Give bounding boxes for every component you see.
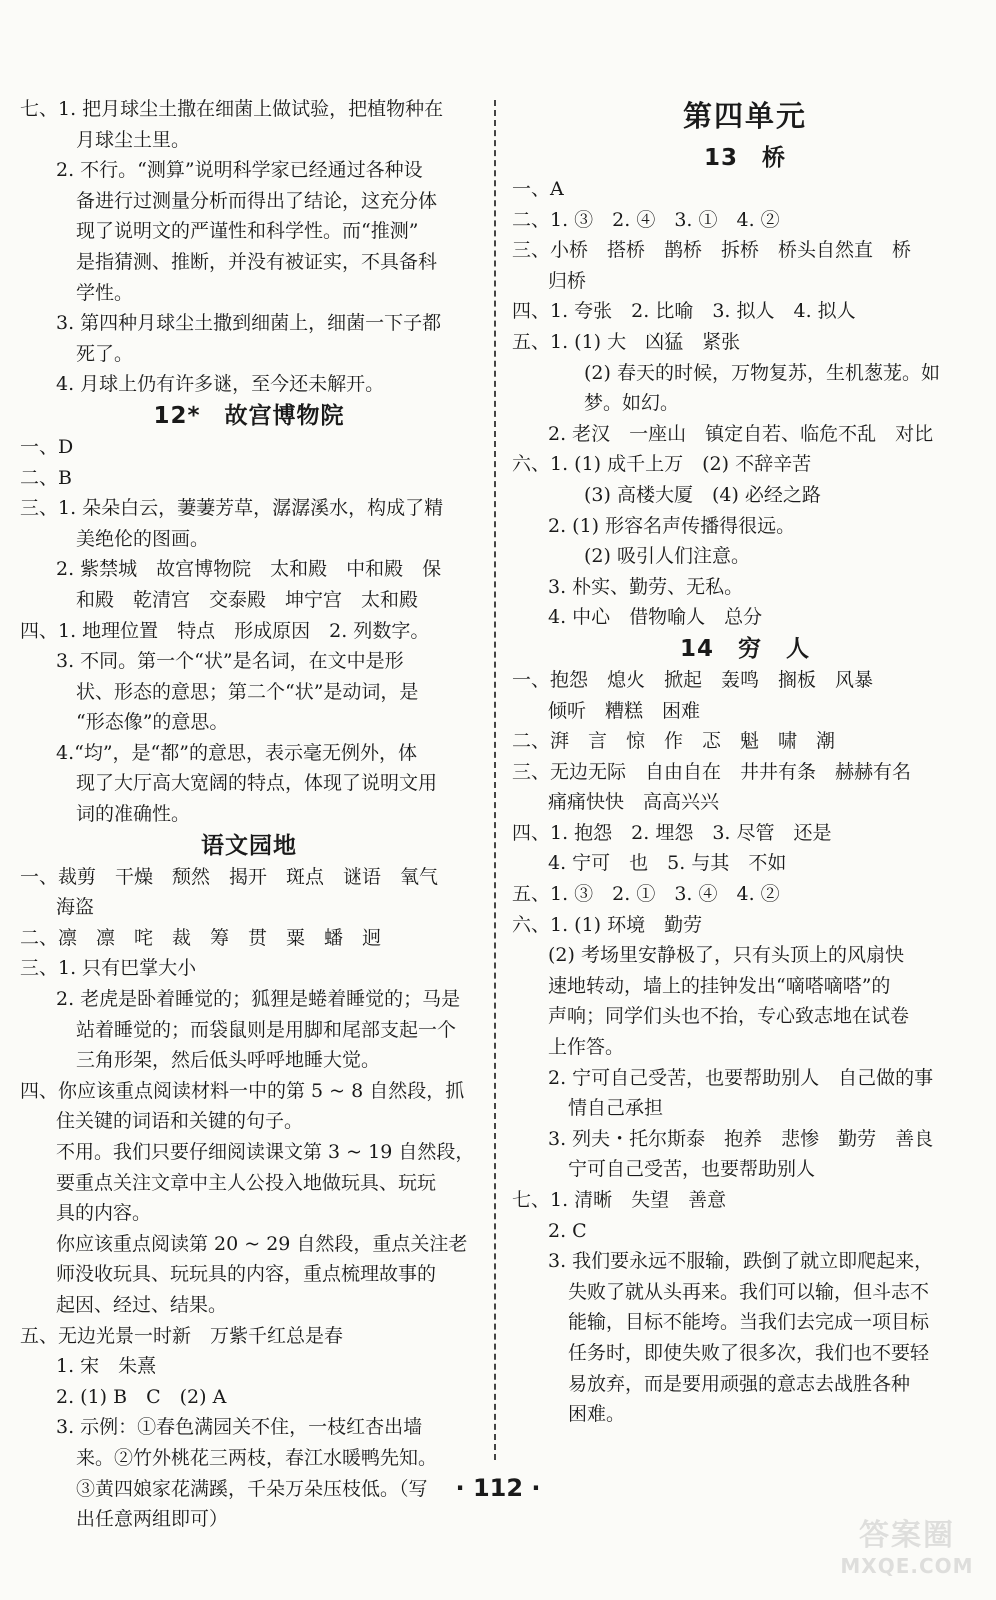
answer-line: 声响；同学们头也不抬，专心致志地在试卷 — [548, 1005, 910, 1028]
page-number: · 112 · — [455, 1474, 541, 1502]
answer-line: 4. 月球上仍有许多谜，至今还未解开。 — [56, 373, 385, 396]
answer-line: 3. 第四种月球尘土撒到细菌上，细菌一下子都 — [56, 312, 442, 335]
answer-line: 困难。 — [568, 1403, 626, 1426]
answer-line: 词的准确性。 — [76, 803, 191, 826]
answer-line: 五、1. (1) 大 凶猛 紧张 — [512, 330, 741, 353]
answer-line: 宁可自己受苦，也要帮助别人 — [568, 1158, 816, 1181]
answer-line: 三、无边无际 自由自在 井井有条 赫赫有名 — [512, 760, 912, 783]
answer-line: 情自己承担 — [568, 1097, 664, 1120]
answer-line: 来。②竹外桃花三两枝，春江水暖鸭先知。 — [76, 1446, 438, 1469]
answer-line: 4. 宁可 也 5. 与其 不如 — [548, 852, 787, 875]
answer-line: 3. 我们要永远不服输，跌倒了就立即爬起来， — [548, 1250, 934, 1273]
section-title: 12* 故宫博物院 — [153, 402, 345, 429]
answer-line: 学性。 — [76, 281, 134, 304]
answer-line: 备进行过测量分析而得出了结论，这充分体 — [76, 189, 438, 212]
answer-line: 一、裁剪 干燥 颓然 揭开 斑点 谜语 氧气 — [20, 865, 439, 888]
answer-line: 上作答。 — [548, 1036, 625, 1059]
answer-line: 1. 宋 朱熹 — [56, 1355, 157, 1378]
column-divider — [494, 100, 496, 1460]
answer-line: 海盗 — [56, 896, 95, 919]
answer-line: 一、A — [512, 178, 564, 200]
left-column — [20, 94, 478, 1535]
answer-line: 3. 朴实、勤劳、无私。 — [548, 575, 744, 598]
answer-line: (2) 考场里安静极了，只有头顶上的风扇快 — [548, 944, 904, 967]
answer-line: 死了。 — [76, 342, 134, 365]
answer-line: 现了说明文的严谨性和科学性。而“推测” — [76, 220, 419, 243]
answer-line: 二、凛 凛 咤 裁 筹 贯 粟 蟠 迥 — [20, 926, 382, 949]
answer-line: 状、形态的意思；第二个“状”是动词，是 — [76, 680, 419, 703]
watermark-logo — [832, 1510, 982, 1590]
section-title: 13 桥 — [703, 145, 786, 171]
answer-line: 是指猜测、推断，并没有被证实，不具备科 — [76, 250, 438, 273]
answer-line: 2. 老汉 一座山 镇定自若、临危不乱 对比 — [548, 422, 934, 445]
answer-line: (2) 吸引人们注意。 — [584, 545, 750, 568]
answer-line: 月球尘土里。 — [76, 128, 191, 151]
answer-line: 不用。我们只要仔细阅读课文第 3 ~ 19 自然段， — [56, 1141, 475, 1163]
answer-line: 具的内容。 — [56, 1202, 152, 1225]
answer-line: 六、1. (1) 环境 勤劳 — [512, 913, 703, 936]
answer-line: 2. C — [548, 1219, 587, 1242]
answer-line: 2. 紫禁城 故宫博物院 太和殿 中和殿 保 — [56, 558, 442, 581]
answer-line: ③黄四娘家花满蹊，千朵万朵压枝低。（写 — [76, 1477, 428, 1500]
answer-line: 七、1. 把月球尘土撒在细菌上做试验，把植物种在 — [20, 98, 444, 120]
answer-line: 一、D — [20, 435, 74, 458]
answer-line: 三、小桥 搭桥 鹊桥 拆桥 桥头自然直 桥 — [512, 239, 912, 262]
answer-line: 4. 中心 借物喻人 总分 — [548, 606, 763, 629]
answer-line: 4.“均”，是“都”的意思，表示毫无例外，体 — [56, 741, 417, 764]
answer-line: 2. (1) 形容名声传播得很远。 — [548, 514, 796, 537]
answer-line: 2. 宁可自己受苦，也要帮助别人 自己做的事 — [548, 1066, 934, 1089]
answer-line: 起因、经过、结果。 — [56, 1293, 228, 1316]
answer-line: 六、1. (1) 成千上万 (2) 不辞辛苦 — [512, 453, 812, 476]
answer-line: 梦。如幻。 — [584, 392, 680, 415]
answer-line: 现了大厅高大宽阔的特点，体现了说明文用 — [76, 772, 438, 795]
answer-line: 速地转动，墙上的挂钟发出“嘀嗒嘀嗒”的 — [548, 974, 891, 997]
watermark-url: MXQE.COM — [840, 1554, 974, 1578]
answer-line: 五、1. ③ 2. ① 3. ④ 4. ② — [512, 883, 780, 906]
answer-line: 七、1. 清晰 失望 善意 — [512, 1189, 727, 1211]
answer-line: (2) 春天的时候，万物复苏，生机葱茏。如 — [584, 361, 940, 384]
answer-line: 站着睡觉的；而袋鼠则是用脚和尾部支起一个 — [76, 1018, 457, 1041]
answer-line: 2. (1) B C (2) A — [56, 1385, 227, 1408]
answer-line: 一、抱怨 熄火 掀起 轰鸣 搁板 风暴 — [512, 668, 874, 691]
answer-line: 任务时，即使失败了很多次，我们也不要轻 — [568, 1341, 930, 1364]
answer-line: 要重点关注文章中主人公投入地做玩具、玩玩 — [56, 1171, 437, 1194]
right-column — [512, 94, 978, 1430]
answer-line: 痛痛快快 高高兴兴 — [548, 791, 720, 814]
answer-line: 出任意两组即可） — [76, 1508, 229, 1531]
answer-line: 你应该重点阅读第 20 ~ 29 自然段，重点关注老 — [56, 1232, 468, 1255]
answer-line: “形态像”的意思。 — [76, 711, 229, 734]
answer-line: (3) 高楼大厦 (4) 必经之路 — [584, 483, 821, 506]
watermark-text: 答案圈 — [859, 1518, 955, 1553]
answer-line: 四、1. 抱怨 2. 埋怨 3. 尽管 还是 — [512, 821, 832, 844]
answer-line: 住关键的词语和关键的句子。 — [56, 1110, 304, 1133]
answer-line: 四、你应该重点阅读材料一中的第 5 ~ 8 自然段，抓 — [20, 1079, 465, 1102]
answer-line: 二、B — [20, 466, 72, 489]
answer-line: 二、湃 言 惊 作 忑 魁 啸 潮 — [512, 730, 836, 753]
section-title: 14 穷 人 — [679, 635, 810, 662]
answer-line: 三、1. 只有巴掌大小 — [20, 957, 197, 980]
answer-line: 2. 不行。“测算”说明科学家已经通过各种设 — [56, 159, 423, 182]
unit-title: 第四单元 — [682, 99, 807, 133]
answer-line: 和殿 乾清宫 交泰殿 坤宁宫 太和殿 — [76, 588, 419, 611]
answer-line: 3. 示例：①春色满园关不住，一枝红杏出墙 — [56, 1416, 423, 1439]
answer-line: 2. 老虎是卧着睡觉的；狐狸是蜷着睡觉的；马是 — [56, 988, 461, 1011]
answer-line: 四、1. 夸张 2. 比喻 3. 拟人 4. 拟人 — [512, 300, 856, 323]
answer-line: 3. 列夫・托尔斯泰 抱养 悲惨 勤劳 善良 — [548, 1127, 934, 1150]
answer-line: 师没收玩具、玩玩具的内容，重点梳理故事的 — [56, 1263, 437, 1286]
answer-line: 三角形架，然后低头呼呼地睡大觉。 — [76, 1049, 381, 1072]
section-title: 语文园地 — [201, 832, 297, 859]
answer-line: 美绝伦的图画。 — [76, 527, 210, 550]
answer-line: 3. 不同。第一个“状”是名词，在文中是形 — [56, 650, 404, 673]
answer-line: 失败了就从头再来。我们可以输，但斗志不 — [568, 1280, 930, 1303]
answer-line: 能输，目标不能垮。当我们去完成一项目标 — [568, 1311, 930, 1334]
answer-line: 四、1. 地理位置 特点 形成原因 2. 列数字。 — [20, 619, 430, 642]
answer-line: 三、1. 朵朵白云，萋萋芳草，潺潺溪水，构成了精 — [20, 497, 444, 520]
answer-line: 五、无边光景一时新 万紫千红总是春 — [20, 1324, 344, 1347]
answer-line: 归桥 — [548, 269, 587, 292]
answer-line: 二、1. ③ 2. ④ 3. ① 4. ② — [512, 208, 780, 231]
answer-line: 易放弃，而是要用顽强的意志去战胜各种 — [568, 1372, 911, 1395]
answer-line: 倾听 糟糕 困难 — [548, 699, 701, 722]
